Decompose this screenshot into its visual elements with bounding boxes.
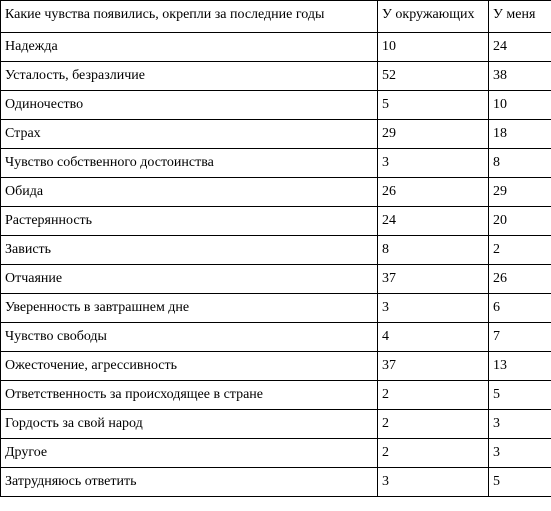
cell-me: 8	[489, 149, 551, 178]
cell-feeling: Ожесточение, агрессивность	[1, 352, 378, 381]
cell-feeling: Чувство свободы	[1, 323, 378, 352]
cell-me: 6	[489, 294, 551, 323]
table-row	[1, 265, 551, 294]
cell-others: 3	[378, 149, 489, 178]
table-row	[1, 381, 551, 410]
cell-me: 29	[489, 178, 551, 207]
table-row	[1, 439, 551, 468]
cell-others: 3	[378, 468, 489, 497]
cell-me: 7	[489, 323, 551, 352]
cell-feeling: Обида	[1, 178, 378, 207]
cell-others: 4	[378, 323, 489, 352]
table-row	[1, 178, 551, 207]
cell-feeling: Надежда	[1, 33, 378, 62]
cell-others: 37	[378, 352, 489, 381]
table-row	[1, 33, 551, 62]
cell-others: 29	[378, 120, 489, 149]
header-me: У меня	[489, 1, 551, 33]
cell-me: 3	[489, 439, 551, 468]
cell-me: 5	[489, 381, 551, 410]
cell-others: 2	[378, 439, 489, 468]
cell-me: 5	[489, 468, 551, 497]
cell-others: 2	[378, 381, 489, 410]
cell-me: 3	[489, 410, 551, 439]
cell-others: 24	[378, 207, 489, 236]
header-feelings: Какие чувства появились, окрепли за последние годы	[1, 1, 378, 33]
cell-others: 5	[378, 91, 489, 120]
cell-feeling: Страх	[1, 120, 378, 149]
cell-others: 52	[378, 62, 489, 91]
table-row	[1, 410, 551, 439]
cell-others: 37	[378, 265, 489, 294]
cell-me: 26	[489, 265, 551, 294]
table-row	[1, 149, 551, 178]
cell-me: 2	[489, 236, 551, 265]
cell-feeling: Другое	[1, 439, 378, 468]
cell-me: 10	[489, 91, 551, 120]
header-others: У окружающих	[378, 1, 489, 33]
table-row	[1, 323, 551, 352]
cell-others: 3	[378, 294, 489, 323]
cell-feeling: Гордость за свой народ	[1, 410, 378, 439]
table-row	[1, 294, 551, 323]
table-row	[1, 236, 551, 265]
cell-feeling: Уверенность в завтрашнем дне	[1, 294, 378, 323]
table-row	[1, 352, 551, 381]
cell-me: 18	[489, 120, 551, 149]
table-row	[1, 120, 551, 149]
cell-others: 10	[378, 33, 489, 62]
cell-me: 13	[489, 352, 551, 381]
cell-me: 20	[489, 207, 551, 236]
cell-me: 24	[489, 33, 551, 62]
table-row	[1, 91, 551, 120]
cell-others: 2	[378, 410, 489, 439]
cell-feeling: Зависть	[1, 236, 378, 265]
cell-others: 8	[378, 236, 489, 265]
cell-feeling: Одиночество	[1, 91, 378, 120]
table-row	[1, 468, 551, 497]
cell-feeling: Усталость, безразличие	[1, 62, 378, 91]
cell-feeling: Растерянность	[1, 207, 378, 236]
cell-feeling: Ответственность за происходящее в стране	[1, 381, 378, 410]
table-row	[1, 62, 551, 91]
cell-me: 38	[489, 62, 551, 91]
cell-others: 26	[378, 178, 489, 207]
table-row	[1, 207, 551, 236]
cell-feeling: Отчаяние	[1, 265, 378, 294]
cell-feeling: Затрудняюсь ответить	[1, 468, 378, 497]
table-header-row	[1, 1, 551, 33]
cell-feeling: Чувство собственного достоинства	[1, 149, 378, 178]
